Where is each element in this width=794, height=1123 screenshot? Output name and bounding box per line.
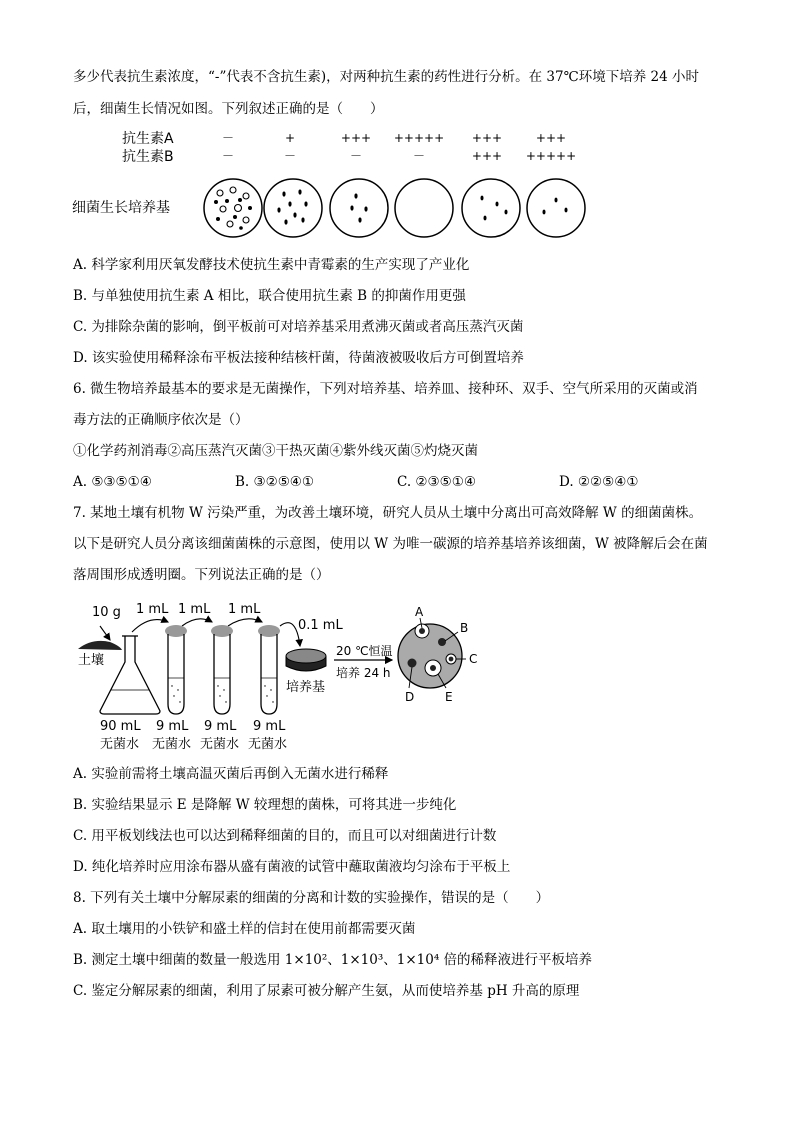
q5-option-d: D. 该实验使用稀释涂布平板法接种结核杆菌，待菌液被吸收后方可倒置培养 <box>73 350 524 366</box>
water-label-2: 无菌水 <box>152 737 192 752</box>
q8-stem: 8. 下列有关土壤中分解尿素的细菌的分离和计数的实验操作，错误的是（ ） <box>73 890 550 906</box>
row-b-cell: － <box>349 149 363 163</box>
q8-option-c: C. 鉴定分解尿素的细菌，利用了尿素可被分解产生氨，从而使培养基 pH 升高的原理 <box>73 983 580 999</box>
q8-option-a: A. 取土壤用的小铁铲和盛土样的信封在使用前都需要灭菌 <box>73 921 416 937</box>
petri-dish-6 <box>527 179 585 237</box>
flask-volume: 90 mL <box>100 719 141 734</box>
water-label-3: 无菌水 <box>200 737 240 752</box>
test-tube-3 <box>258 625 280 714</box>
row-b-cell: － <box>412 149 426 163</box>
petri-dish-3 <box>330 179 388 237</box>
q8-option-b: B. 测定土壤中细菌的数量一般选用 1×10²、1×10³、1×10⁴ 倍的稀释液进行平板培养 <box>73 952 593 968</box>
row-b-cell: － <box>283 149 297 163</box>
row-a-cell: + <box>284 131 296 145</box>
row-a-cell: +++ <box>340 131 372 145</box>
row-b-label: 抗生素B <box>122 149 174 165</box>
colony-label-a: A <box>415 605 424 619</box>
row-b-cell: +++++ <box>525 149 577 163</box>
incubate-time: 培养 24 h <box>336 666 391 680</box>
colony-label-b: B <box>460 621 469 635</box>
q7-stem-line1: 7. 某地土壤有机物 W 污染严重，为改善土壤环境，研究人员从土壤中分离出可高效降解 W 的细菌菌株。 <box>73 505 703 521</box>
q6-stem-line2: 毒方法的正确顺序依次是（） <box>73 412 249 428</box>
petri-dish-2 <box>264 179 322 237</box>
q5-stem-line2: 后，细菌生长情况如图。下列叙述正确的是（ ） <box>73 101 384 117</box>
test-tube-2 <box>211 625 233 714</box>
incubate-condition: 20 ℃恒温 <box>336 644 393 658</box>
petri-dish-5 <box>462 179 520 237</box>
transfer-label-1: 1 mL <box>136 602 169 617</box>
q6-option-a: A. ⑤③⑤①④ <box>73 474 152 490</box>
colony-label-e: E <box>445 690 453 704</box>
tube-volume-3: 9 mL <box>253 719 286 734</box>
soil-pile <box>78 626 122 650</box>
plate-volume-label: 0.1 mL <box>298 618 343 633</box>
q5-option-a: A. 科学家利用厌氧发酵技术使抗生素中青霉素的生产实现了产业化 <box>73 257 470 273</box>
tube-volume-1: 9 mL <box>156 719 189 734</box>
q7-option-a: A. 实验前需将土壤高温灭菌后再倒入无菌水进行稀释 <box>73 766 389 782</box>
row-b-cell: +++ <box>471 149 503 163</box>
q6-option-d: D. ②②⑤④① <box>559 474 639 490</box>
q6-option-b: B. ③②⑤④① <box>235 474 315 490</box>
soil-mass-label: 10 g <box>92 605 121 620</box>
medium-label: 细菌生长培养基 <box>72 200 170 216</box>
q7-option-d: D. 纯化培养时应用涂布器从盛有菌液的试管中蘸取菌液均匀涂布于平板上 <box>73 859 511 875</box>
colony-label-c: C <box>469 652 478 666</box>
soil-label: 土壤 <box>78 653 105 668</box>
row-a-cell: +++++ <box>393 131 445 145</box>
transfer-label-3: 1 mL <box>228 602 261 617</box>
tube-volume-2: 9 mL <box>204 719 237 734</box>
dilution-diagram <box>70 596 500 752</box>
q7-stem-line3: 落周围形成透明圈。下列说法正确的是（） <box>73 567 330 583</box>
row-b-cell: － <box>221 149 235 163</box>
q5-option-b: B. 与单独使用抗生素 A 相比，联合使用抗生素 B 的抑菌作用更强 <box>73 288 466 304</box>
colony-label-d: D <box>405 690 415 704</box>
q5-option-c: C. 为排除杂菌的影响，倒平板前可对培养基采用煮沸灭菌或者高压蒸汽灭菌 <box>73 319 524 335</box>
result-plate <box>398 618 469 688</box>
petri-dish-4 <box>395 179 453 237</box>
row-a-cell: +++ <box>471 131 503 145</box>
medium-plate <box>286 649 326 671</box>
row-a-cell: － <box>221 131 235 145</box>
row-a-cell: +++ <box>535 131 567 145</box>
q6-methods: ①化学药剂消毒②高压蒸汽灭菌③干热灭菌④紫外线灭菌⑤灼烧灭菌 <box>73 443 478 459</box>
petri-dish-1 <box>204 179 262 237</box>
antibiotic-plates-figure <box>60 124 600 244</box>
transfer-label-2: 1 mL <box>178 602 211 617</box>
row-a-label: 抗生素A <box>122 131 174 147</box>
medium-plate-label: 培养基 <box>286 680 326 695</box>
q6-option-c: C. ②③⑤①④ <box>397 474 476 490</box>
q6-stem-line1: 6. 微生物培养最基本的要求是无菌操作，下列对培养基、培养皿、接种环、双手、空气所采用的灭菌或消 <box>73 381 698 397</box>
test-tube-1 <box>165 625 187 714</box>
q7-stem-line2: 以下是研究人员分离该细菌菌株的示意图，使用以 W 为唯一碳源的培养基培养该细菌，W 被降解后会在菌 <box>73 536 708 552</box>
water-label-1: 无菌水 <box>100 737 140 752</box>
q7-option-c: C. 用平板划线法也可以达到稀释细菌的目的，而且可以对细菌进行计数 <box>73 828 497 844</box>
water-label-4: 无菌水 <box>248 737 288 752</box>
q7-option-b: B. 实验结果显示 E 是降解 W 较理想的菌株，可将其进一步纯化 <box>73 797 457 813</box>
q5-stem-line1: 多少代表抗生素浓度，“-”代表不含抗生素)，对两种抗生素的药性进行分析。在 37℃环境下培养 24 小时 <box>73 69 699 85</box>
